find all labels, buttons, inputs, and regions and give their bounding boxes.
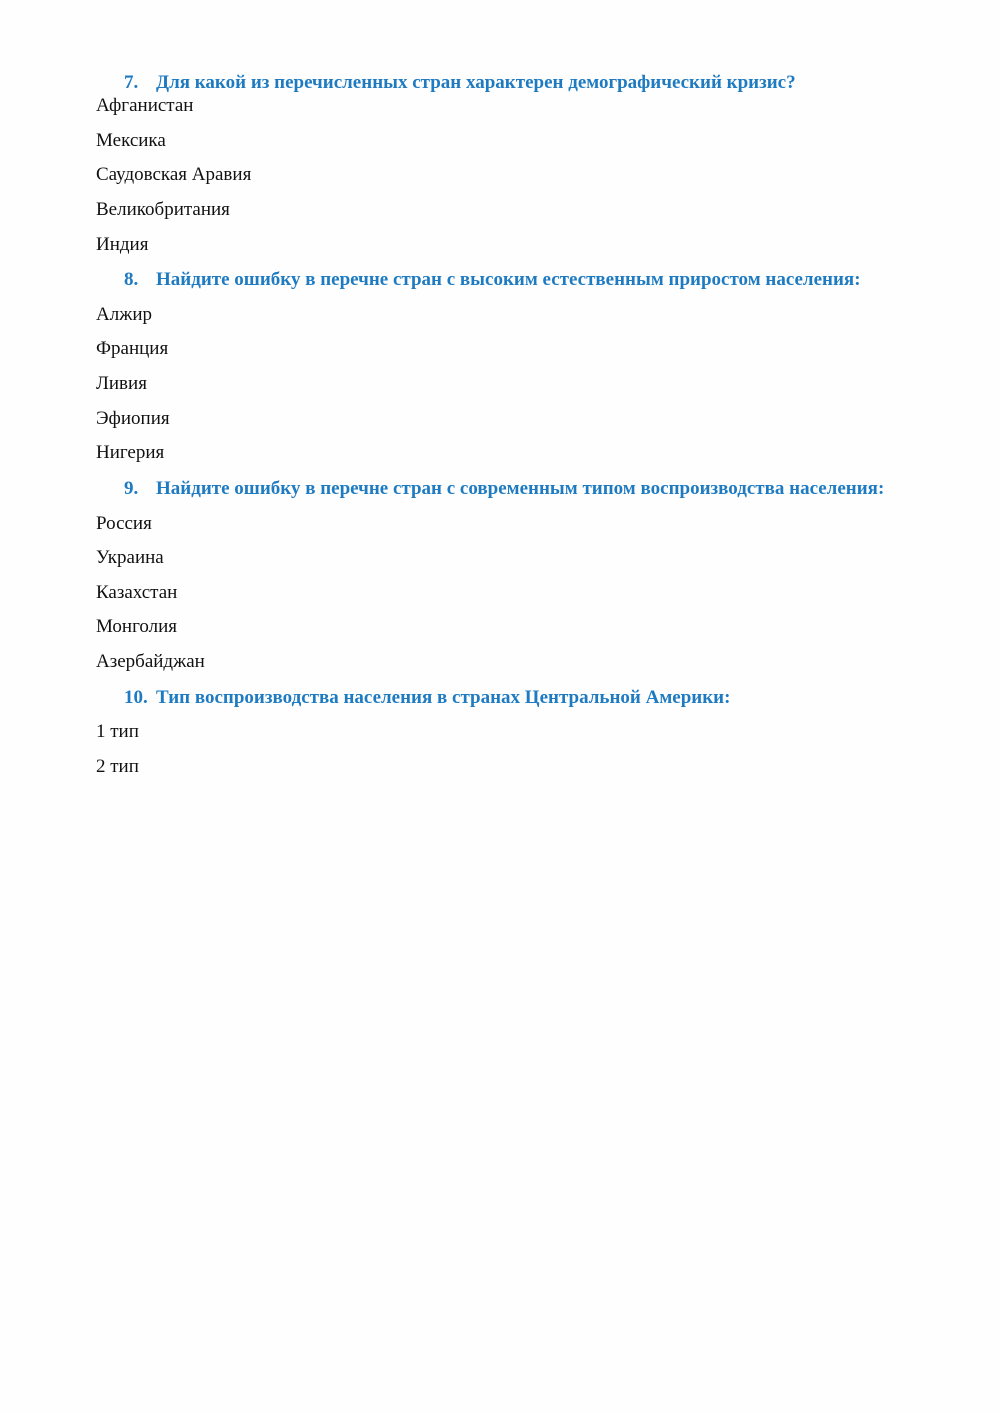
question-text: Найдите ошибку в перечне стран с современным типом воспроизводства населения:: [156, 478, 885, 499]
answer-option[interactable]: Индия: [96, 234, 149, 255]
answer-option[interactable]: Алжир: [96, 304, 152, 325]
answer-option[interactable]: Мексика: [96, 130, 166, 151]
question-7-heading: [124, 72, 796, 94]
answer-option[interactable]: Ливия: [96, 373, 147, 394]
answer-option[interactable]: Казахстан: [96, 582, 178, 603]
answer-option[interactable]: Эфиопия: [96, 408, 170, 429]
question-10-heading: [124, 687, 730, 709]
answer-option[interactable]: Афганистан: [96, 95, 194, 116]
question-text: Тип воспроизводства населения в странах Центральной Америки:: [156, 687, 731, 708]
question-number: 9.: [124, 478, 139, 499]
question-text: Найдите ошибку в перечне стран с высоким естественным приростом населения:: [156, 269, 861, 290]
question-number: 10.: [124, 687, 148, 708]
answer-option[interactable]: Украина: [96, 547, 164, 568]
answer-option[interactable]: Франция: [96, 338, 169, 359]
question-text: Для какой из перечисленных стран характерен демографический кризис?: [156, 72, 796, 93]
answer-option[interactable]: Азербайджан: [96, 651, 205, 672]
answer-option[interactable]: Саудовская Аравия: [96, 164, 252, 185]
question-number: 8.: [124, 269, 139, 290]
question-number: 7.: [124, 72, 139, 93]
answer-option[interactable]: Нигерия: [96, 442, 165, 463]
answer-option[interactable]: Монголия: [96, 616, 178, 637]
question-8-heading: [124, 269, 861, 291]
answer-option[interactable]: 1 тип: [96, 721, 139, 742]
answer-option[interactable]: 2 тип: [96, 756, 139, 777]
question-9-heading: [124, 478, 884, 500]
answer-option[interactable]: Великобритания: [96, 199, 230, 220]
answer-option[interactable]: Россия: [96, 513, 152, 534]
